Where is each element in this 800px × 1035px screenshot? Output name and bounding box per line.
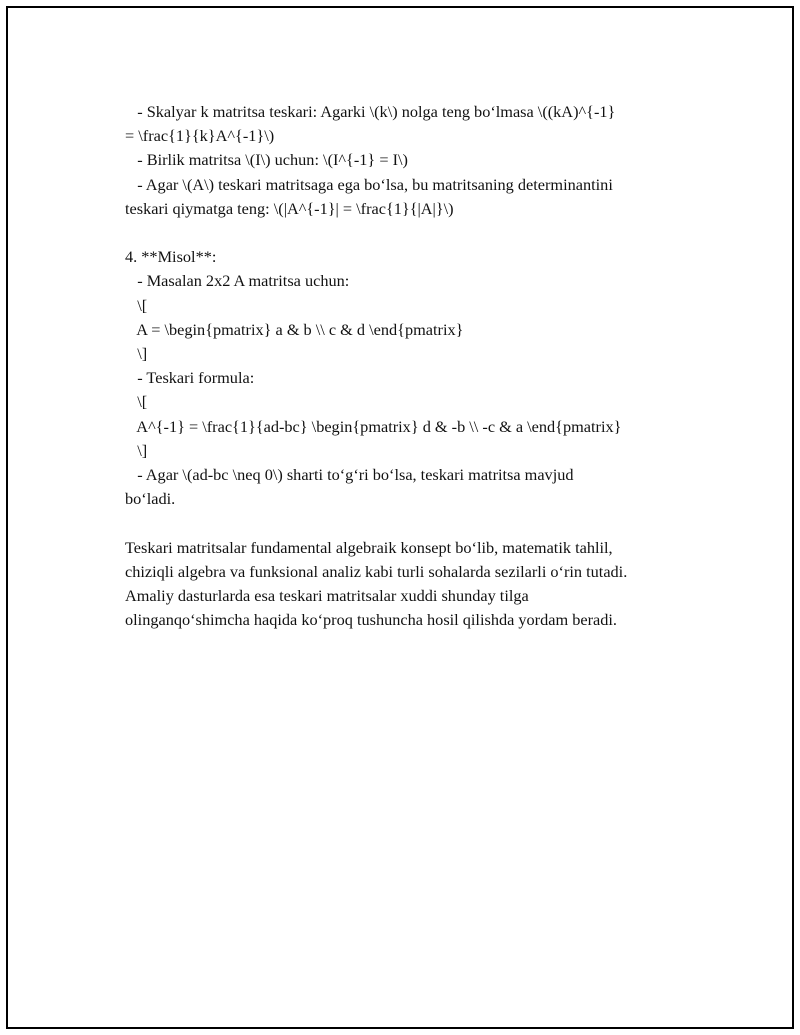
conclusion-section [125, 536, 705, 633]
text-line: - Agar \(ad-bc \neq 0\) sharti to‘g‘ri bo‘lsa, teskari matritsa mavjud [125, 465, 574, 485]
text-line: - Masalan 2x2 A matritsa uchun: [125, 271, 350, 291]
text-line: - Birlik matritsa \(I\) uchun: \(I^{-1} = I\) [125, 150, 408, 170]
text-line: \[ [125, 392, 148, 412]
text-line: olinganqo‘shimcha haqida ko‘proq tushuncha hosil qilishda yordam beradi. [125, 610, 617, 630]
text-line: A = \begin{pmatrix} a & b \\ c & d \end{pmatrix} [125, 319, 464, 339]
text-line: Amaliy dasturlarda esa teskari matritsalar xuddi shunday tilga [125, 586, 529, 606]
text-line: teskari qiymatga teng: \(|A^{-1}| = \frac{1}{|A|}\) [125, 198, 454, 218]
page-frame [6, 6, 794, 1029]
text-line: \[ [125, 295, 148, 315]
text-line: bo‘ladi. [125, 489, 176, 509]
paragraph-gap [125, 221, 705, 245]
text-line: - Teskari formula: [125, 368, 255, 388]
text-line: \] [125, 344, 148, 364]
text-line: Teskari matritsalar fundamental algebraik konsept bo‘lib, matematik tahlil, [125, 537, 613, 557]
text-line: \] [125, 440, 148, 460]
text-line: chiziqli algebra va funksional analiz kabi turli sohalarda sezilarli o‘rin tutadi. [125, 561, 628, 581]
example-section [125, 245, 705, 511]
document-body [125, 100, 705, 632]
section-heading: 4. **Misol**: [125, 247, 217, 267]
paragraph-gap [125, 511, 705, 535]
text-line: - Skalyar k matritsa teskari: Agarki \(k\) nolga teng bo‘lmasa \((kA)^{-1} [125, 102, 616, 121]
text-line: A^{-1} = \frac{1}{ad-bc} \begin{pmatrix} d & -b \\ -c & a \end{pmatrix} [125, 416, 622, 436]
text-line: - Agar \(A\) teskari matritsaga ega bo‘lsa, bu matritsaning determinantini [125, 174, 613, 194]
text-line: = \frac{1}{k}A^{-1}\) [125, 126, 275, 146]
properties-section [125, 100, 705, 221]
